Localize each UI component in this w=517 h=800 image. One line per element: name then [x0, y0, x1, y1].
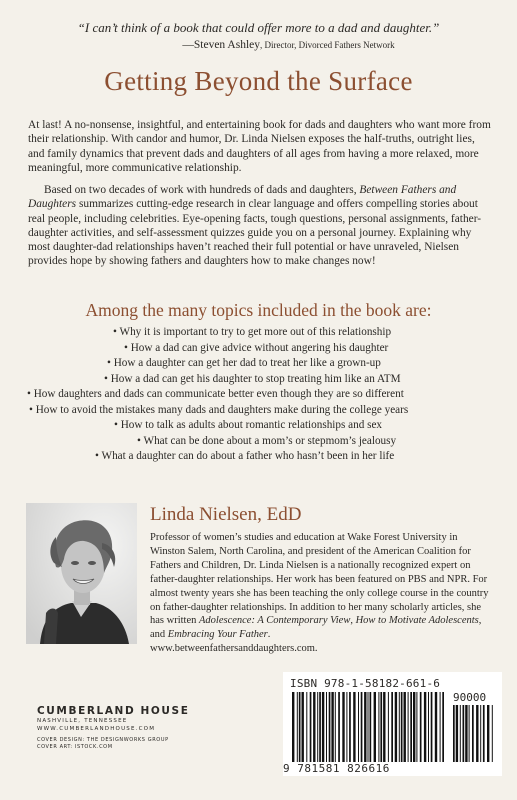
- barcode-digits: 9 781581 826616: [283, 762, 390, 775]
- topic-item: [0, 418, 517, 434]
- book-title: Embracing Your Father: [167, 629, 268, 641]
- bio-text: Professor of women’s studies and education at Wake Forest University in Winston Salem, North Carolina, and president of the American Coalition for Fathers and Children, Dr. Linda Nielsen is a nationally recognized expert on father-daughter relationships. Her work has been featured on PBS and NPR. For almost twenty years she has been teaching the only college course in the country on father-daughter relationships. In addition to her many scholarly articles, she has written: [150, 532, 489, 627]
- description-text: summarizes cutting-edge research in clear language and offers compelling stories about real people, including celebrities. Eye-opening facts, tough questions, personal assignments, father-daughter activities, and self-assessment quizzes guide you on a personal journey. Explaining why most daughter-dad relationships haven’t reached their full potential or have unraveled, Nielsen provides hope by showing fathers and daughters how to make changes now!: [28, 198, 482, 268]
- cover-design-credit: COVER DESIGN: THE DESIGNWORKS GROUP: [37, 737, 169, 743]
- topic-text: • How daughters and dads can communicate better even though they are so different: [27, 388, 404, 400]
- topic-item: [0, 449, 517, 465]
- publisher-block: [37, 705, 190, 733]
- book-title: How to Motivate Adolescents: [355, 615, 479, 627]
- description-paragraph-2: [28, 183, 491, 269]
- topic-item: [0, 434, 517, 450]
- topic-text: • Why it is important to try to get more out of this relationship: [113, 326, 392, 338]
- publisher-website: WWW.CUMBERLANDHOUSE.COM: [37, 726, 156, 732]
- topic-text: • How to avoid the mistakes many dads and daughters make during the college years: [29, 403, 409, 416]
- publisher-location: NASHVILLE, TENNESSEE: [37, 718, 128, 724]
- cover-art-credit: COVER ART: ISTOCK.COM: [37, 744, 113, 750]
- isbn-label: ISBN 978-1-58182-661-6: [290, 677, 441, 690]
- description-text: Based on two decades of work with hundreds of dads and daughters,: [44, 184, 360, 196]
- topic-text: • How a dad can get his daughter to stop treating him like an ATM: [104, 372, 401, 385]
- topic-text: • What can be done about a mom’s or stepmom’s jealousy: [137, 434, 397, 447]
- barcode-main: [292, 692, 447, 762]
- book-title: Adolescence: A Contemporary View: [199, 615, 351, 627]
- author-photo: [26, 503, 137, 644]
- topics-list: [0, 325, 517, 465]
- author-name: Linda Nielsen, EdD: [150, 504, 302, 525]
- cover-heading: Getting Beyond the Surface: [104, 66, 413, 96]
- barcode-panel: [283, 672, 502, 776]
- description-paragraph-1: At last! A no-nonsense, insightful, and entertaining book for dads and daughters who want more from their relationship. With candor and humor, Dr. Linda Nielsen exposes the half-truths, outright lies, and family dynamics that prevent dads and daughters of all ages from having a more relaxed, more meaningful, more communicative relationship.: [28, 119, 491, 174]
- topic-text: • How to talk as adults about romantic relationships and sex: [114, 419, 383, 431]
- bio-separator: , and: [150, 615, 482, 641]
- topic-text: • What a daughter can do about a father who hasn’t been in her life: [95, 450, 395, 462]
- bio-text: .: [267, 629, 271, 641]
- cover-credits: [37, 737, 169, 751]
- topic-item: [0, 403, 517, 419]
- publisher-name: CUMBERLAND HOUSE: [37, 705, 190, 717]
- topic-text: • How a dad can give advice without angering his daughter: [124, 341, 389, 354]
- book-title: Between Fathers and Daughters: [28, 184, 457, 211]
- endorsement-attribution: [0, 38, 517, 52]
- topic-item: [0, 325, 517, 341]
- price-code: 90000: [453, 691, 487, 704]
- barcode-addon: [453, 705, 495, 762]
- bio-separator: ,: [350, 615, 356, 627]
- topics-heading: Among the many topics included in the book are:: [85, 300, 432, 320]
- topic-item: [0, 387, 517, 403]
- topic-text: • How a daughter can get her dad to treat her like a grown-up: [107, 357, 381, 369]
- topic-item: [0, 341, 517, 357]
- endorsement-role: , Director, Divorced Fathers Network: [260, 40, 395, 50]
- author-bio: [150, 531, 495, 656]
- topic-item: [0, 372, 517, 388]
- endorsement-quote: “I can’t think of a book that could offer more to a dad and daughter.”: [77, 20, 440, 35]
- endorsement-name: —Steven Ashley: [182, 39, 260, 51]
- topic-item: [0, 356, 517, 372]
- author-website: www.betweenfathersanddaughters.com.: [150, 643, 318, 655]
